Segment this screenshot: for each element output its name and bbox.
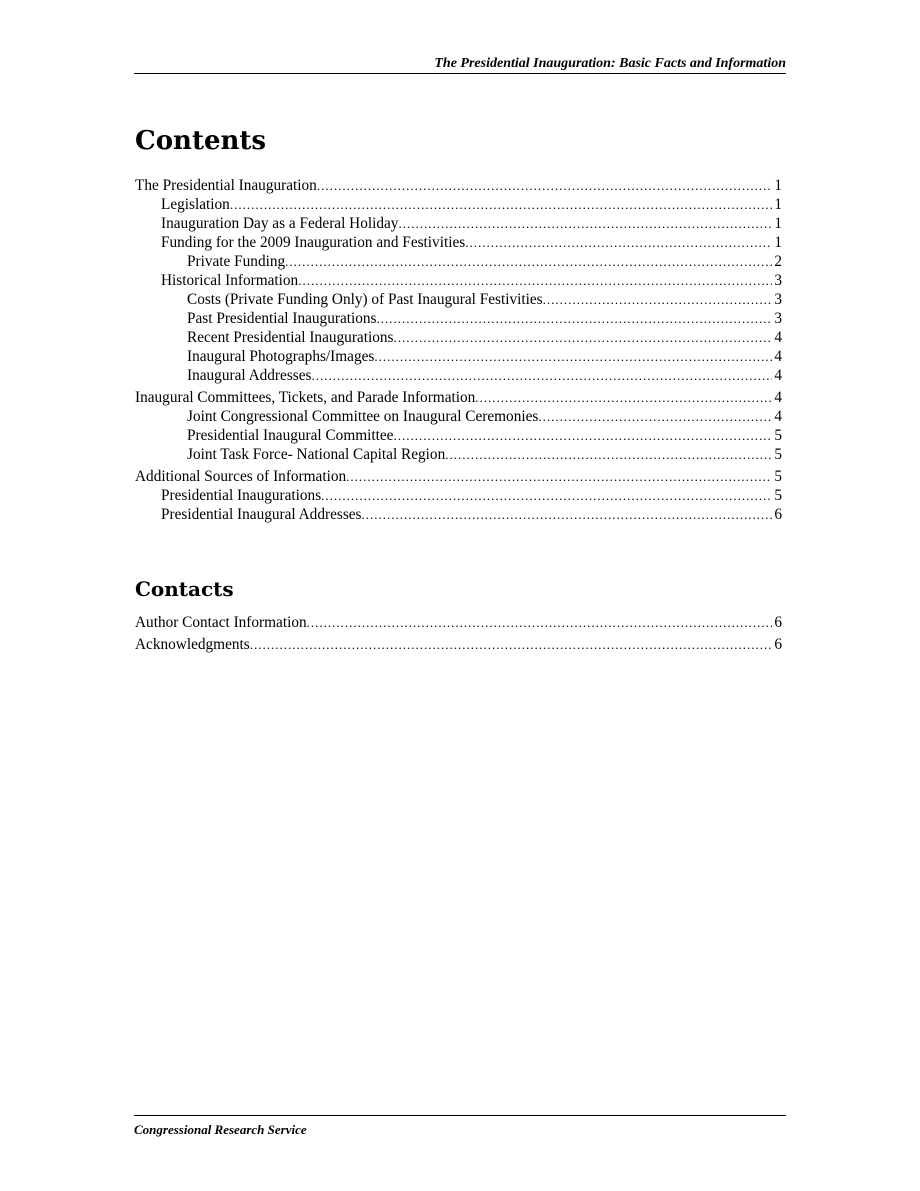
toc-page-number: 4	[774, 367, 782, 384]
toc-entry-federal-holiday[interactable]	[135, 214, 782, 233]
toc-page-number: 6	[774, 506, 782, 523]
toc-entry-additional-sources[interactable]	[135, 467, 782, 486]
toc-dot-leader	[317, 176, 773, 195]
toc-dot-leader	[307, 613, 773, 632]
toc-page-number: 3	[774, 291, 782, 308]
toc-dot-leader	[230, 195, 773, 214]
toc-page-number: 5	[774, 468, 782, 485]
toc-entry-label: Legislation	[161, 196, 230, 213]
toc-dot-leader	[321, 486, 772, 505]
toc-entry-author-contact[interactable]	[135, 613, 782, 632]
toc-entry-label: Joint Congressional Committee on Inaugural Ceremonies	[187, 408, 539, 425]
toc-entry-label: Acknowledgments	[135, 636, 250, 653]
toc-dot-leader	[538, 407, 772, 426]
running-footer	[134, 1115, 786, 1138]
toc-entry-presidential-inaugural-addresses[interactable]	[135, 505, 782, 524]
toc-page-number: 4	[774, 348, 782, 365]
toc-dot-leader	[362, 505, 773, 524]
toc-page-number: 4	[774, 408, 782, 425]
toc-page-number: 1	[774, 196, 782, 213]
toc-entry-label: Private Funding	[187, 253, 286, 270]
toc-entry-presidential-inauguration[interactable]	[135, 176, 782, 195]
toc-page-number: 3	[774, 310, 782, 327]
toc-dot-leader	[445, 445, 772, 464]
toc-page-number: 5	[774, 487, 782, 504]
toc-page-number: 4	[774, 329, 782, 346]
toc-page-number: 1	[774, 234, 782, 251]
toc-page-number: 2	[774, 253, 782, 270]
toc-dot-leader	[393, 328, 772, 347]
table-of-contents	[135, 176, 782, 524]
toc-entry-costs-past-festivities[interactable]	[135, 290, 782, 309]
toc-entry-private-funding[interactable]	[135, 252, 782, 271]
toc-dot-leader	[346, 467, 772, 486]
toc-dot-leader	[311, 366, 772, 385]
toc-entry-acknowledgments[interactable]	[135, 635, 782, 654]
toc-entry-label: Historical Information	[161, 272, 299, 289]
toc-page-number: 1	[774, 215, 782, 232]
contacts-heading: Contacts	[135, 577, 234, 601]
toc-entry-label: Inaugural Committees, Tickets, and Parade Information	[135, 389, 476, 406]
toc-entry-presidential-inaugural-committee[interactable]	[135, 426, 782, 445]
toc-dot-leader	[285, 252, 772, 271]
toc-entry-label: The Presidential Inauguration	[135, 177, 317, 194]
toc-entry-label: Inauguration Day as a Federal Holiday	[161, 215, 399, 232]
toc-entry-past-inaugurations[interactable]	[135, 309, 782, 328]
toc-page-number: 3	[774, 272, 782, 289]
toc-entry-label: Joint Task Force- National Capital Region	[187, 446, 446, 463]
toc-page-number: 5	[774, 446, 782, 463]
footer-organization: Congressional Research Service	[134, 1122, 307, 1137]
toc-entry-label: Past Presidential Inaugurations	[187, 310, 377, 327]
toc-entry-label: Presidential Inaugural Addresses	[161, 506, 362, 523]
toc-entry-legislation[interactable]	[135, 195, 782, 214]
toc-dot-leader	[543, 290, 773, 309]
toc-entry-recent-inaugurations[interactable]	[135, 328, 782, 347]
toc-entry-label: Inaugural Photographs/Images	[187, 348, 375, 365]
toc-entry-funding-2009[interactable]	[135, 233, 782, 252]
running-header	[134, 56, 786, 74]
toc-entry-joint-congressional-committee[interactable]	[135, 407, 782, 426]
toc-entry-joint-task-force[interactable]	[135, 445, 782, 464]
toc-dot-leader	[465, 233, 772, 252]
toc-entry-label: Recent Presidential Inaugurations	[187, 329, 394, 346]
toc-dot-leader	[376, 309, 772, 328]
toc-page-number: 5	[774, 427, 782, 444]
toc-page-number: 1	[774, 177, 782, 194]
toc-entry-label: Presidential Inaugural Committee	[187, 427, 394, 444]
toc-entry-label: Costs (Private Funding Only) of Past Inaugural Festivities	[187, 291, 543, 308]
running-header-title: The Presidential Inauguration: Basic Facts and Information	[434, 56, 786, 71]
contacts-list	[135, 613, 782, 654]
toc-entry-committees-tickets-parade[interactable]	[135, 388, 782, 407]
toc-entry-inaugural-addresses[interactable]	[135, 366, 782, 385]
toc-dot-leader	[398, 214, 772, 233]
toc-dot-leader	[475, 388, 772, 407]
toc-dot-leader	[298, 271, 772, 290]
toc-page-number: 6	[774, 614, 782, 631]
toc-entry-label: Inaugural Addresses	[187, 367, 312, 384]
toc-entry-photographs-images[interactable]	[135, 347, 782, 366]
toc-page-number: 4	[774, 389, 782, 406]
toc-dot-leader	[250, 635, 773, 654]
toc-entry-historical-information[interactable]	[135, 271, 782, 290]
toc-entry-label: Author Contact Information	[135, 614, 307, 631]
toc-page-number: 6	[774, 636, 782, 653]
toc-dot-leader	[374, 347, 772, 366]
toc-entry-label: Funding for the 2009 Inauguration and Festivities	[161, 234, 466, 251]
contents-heading: Contents	[135, 126, 267, 156]
toc-entry-label: Presidential Inaugurations	[161, 487, 322, 504]
toc-dot-leader	[393, 426, 772, 445]
toc-entry-label: Additional Sources of Information	[135, 468, 347, 485]
toc-entry-presidential-inaugurations[interactable]	[135, 486, 782, 505]
